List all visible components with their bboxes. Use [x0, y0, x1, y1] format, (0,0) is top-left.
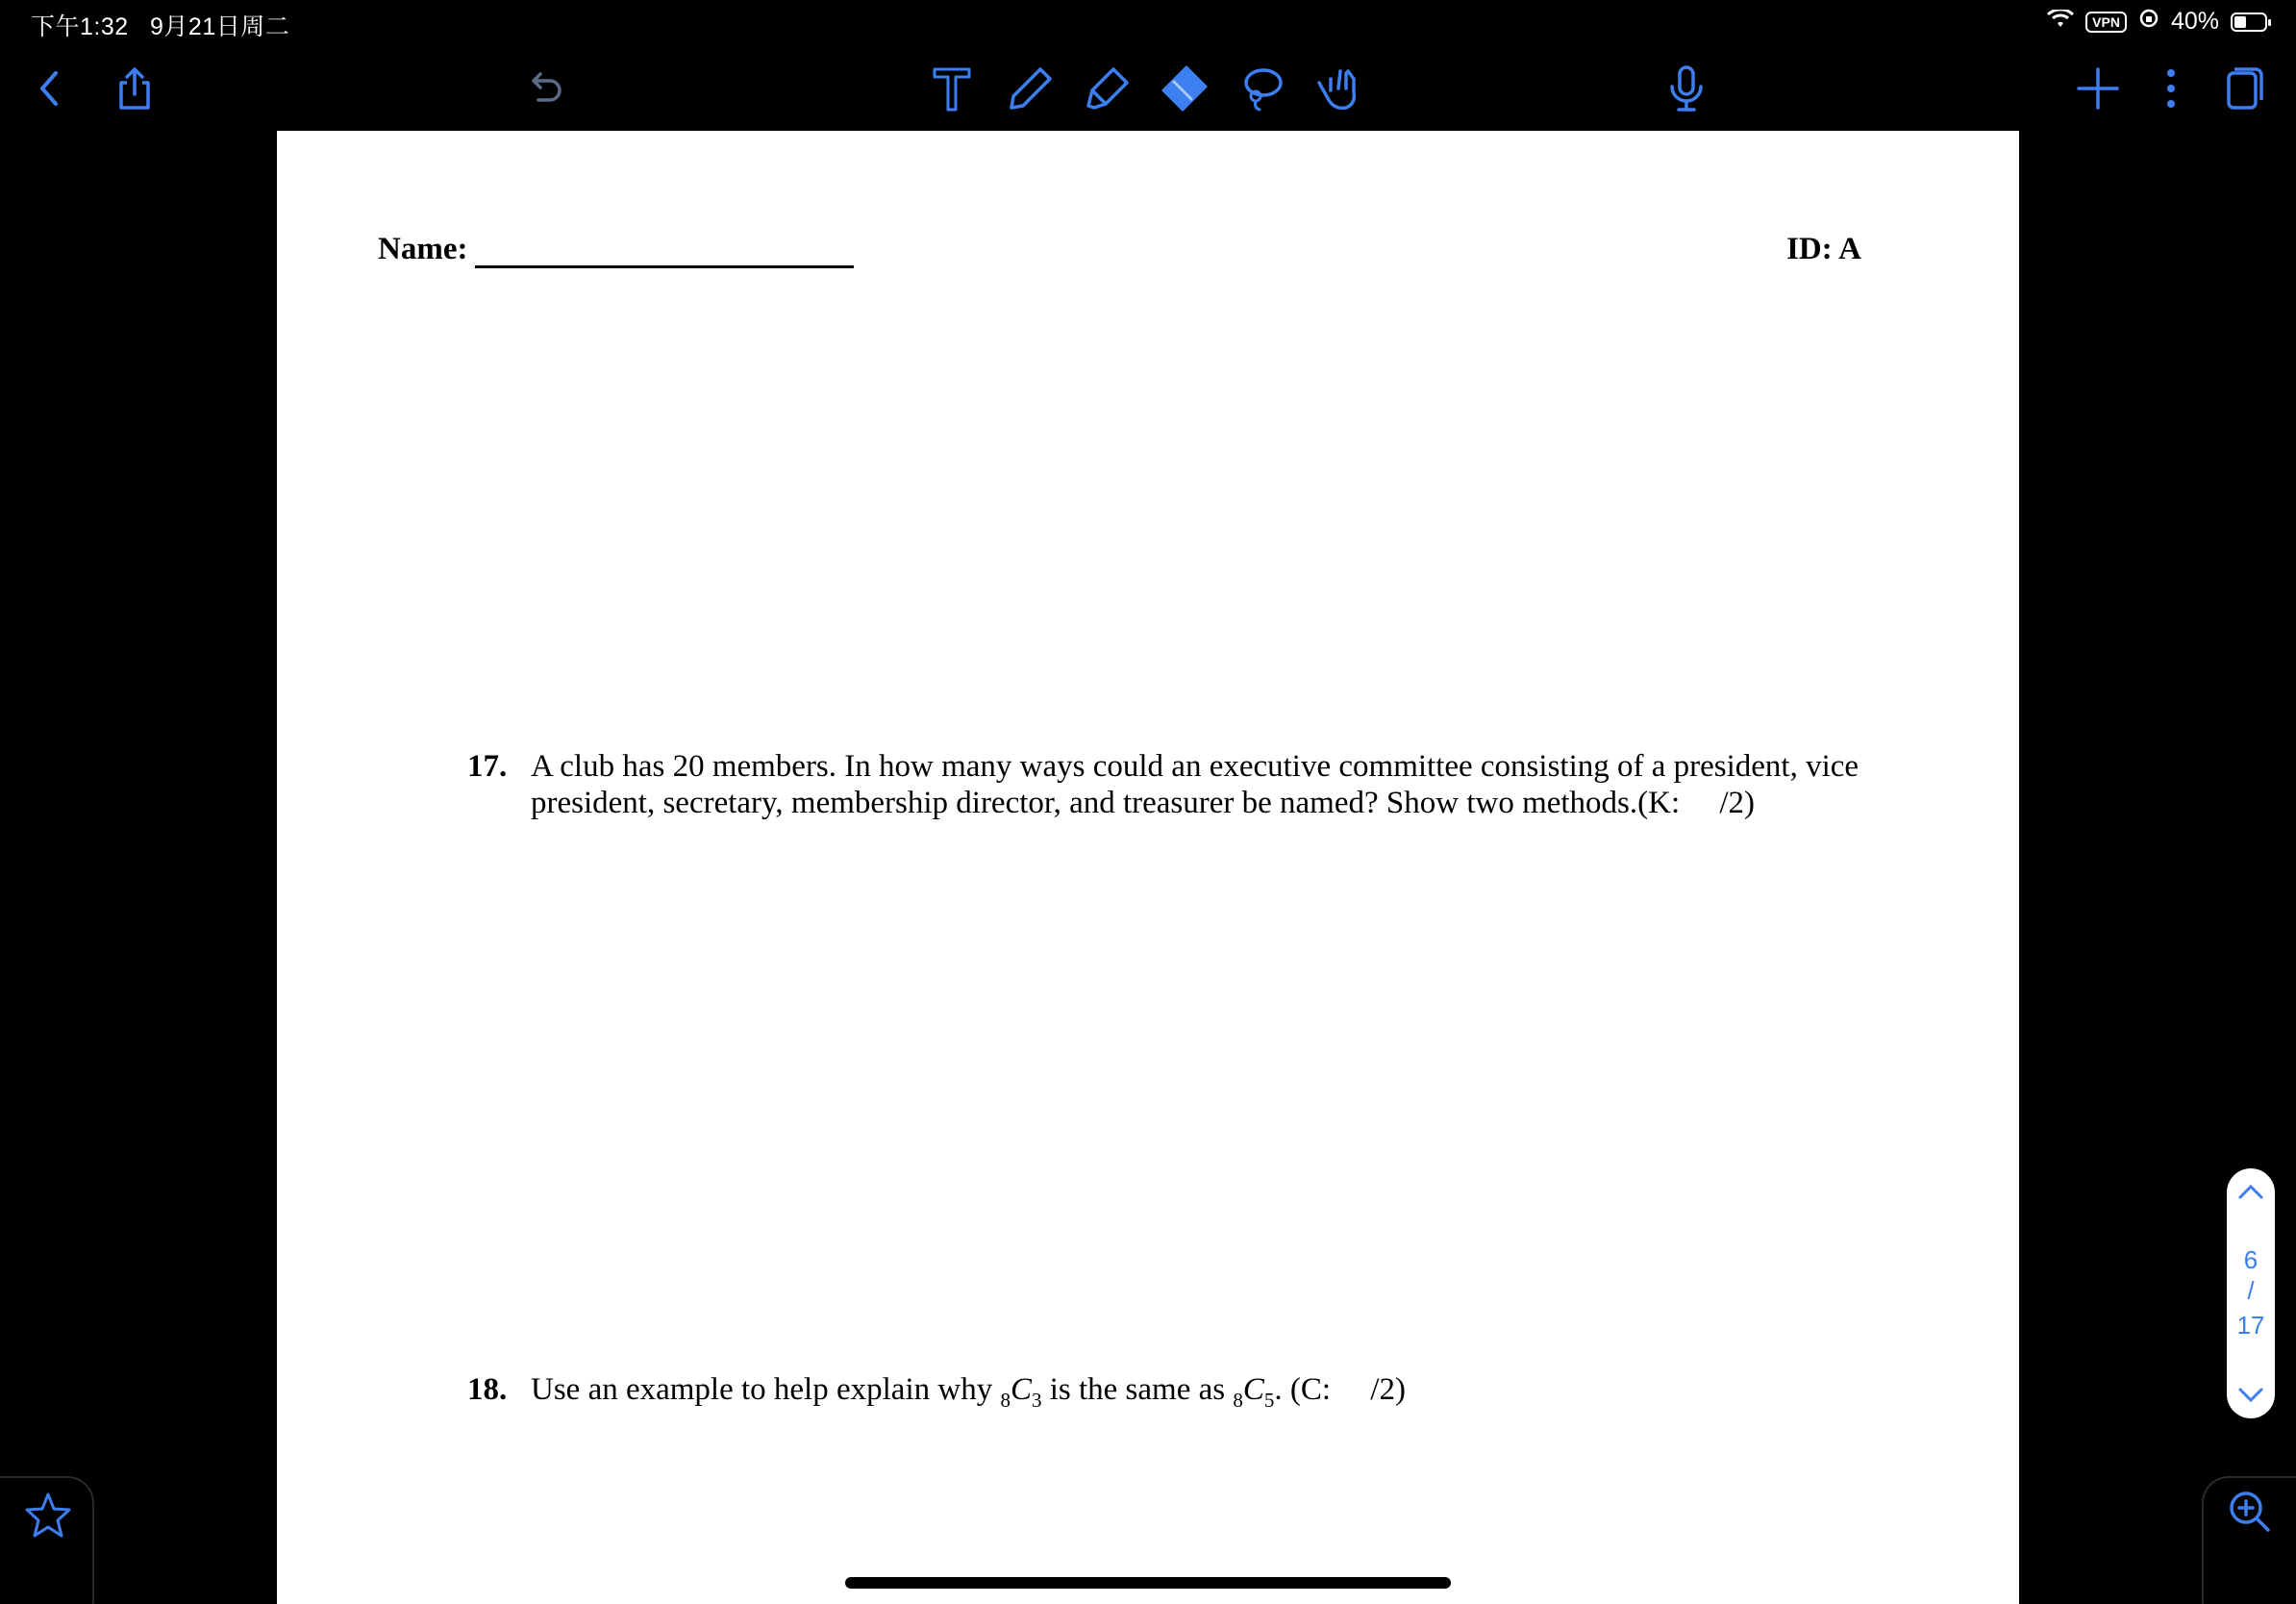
combination-n: 8	[1000, 1389, 1011, 1412]
previous-page-button[interactable]	[2227, 1172, 2275, 1211]
text-run: is the same as	[1041, 1372, 1234, 1407]
status-indicators	[2047, 8, 2267, 36]
microphone-icon[interactable]	[1652, 54, 1721, 123]
combination-r: 3	[1031, 1389, 1042, 1412]
name-label: Name:	[378, 232, 468, 266]
more-icon[interactable]	[2136, 54, 2206, 123]
clock: 下午1:32	[31, 13, 129, 40]
combination-n: 8	[1233, 1389, 1243, 1412]
text-run: . (C: /2)	[1274, 1372, 1406, 1407]
undo-icon[interactable]	[510, 54, 579, 123]
id-label: ID: A	[1786, 232, 1861, 266]
star-icon[interactable]	[13, 1481, 83, 1550]
pages-icon[interactable]	[2209, 54, 2279, 123]
pen-tool-icon[interactable]	[996, 54, 1065, 123]
combination-r: 5	[1263, 1389, 1275, 1412]
text-tool-icon[interactable]	[917, 54, 986, 123]
question-text	[531, 748, 1859, 821]
date: 9月21日周二	[150, 13, 290, 40]
hand-tool-icon[interactable]	[1302, 54, 1371, 123]
total-pages: 17	[2236, 1311, 2265, 1340]
text-run: Use an example to help explain why	[531, 1372, 1001, 1407]
lasso-tool-icon[interactable]	[1227, 54, 1296, 123]
add-icon[interactable]	[2063, 54, 2133, 123]
zoom-in-icon[interactable]	[2215, 1477, 2284, 1546]
battery-icon	[2231, 13, 2267, 32]
wifi-icon	[2047, 8, 2074, 36]
name-blank-line	[475, 265, 854, 268]
back-icon[interactable]	[15, 54, 85, 123]
question-line: A club has 20 members. In how many ways could an executive committee consisting of a president, vice	[531, 749, 1859, 784]
next-page-button[interactable]	[2227, 1376, 2275, 1415]
question-number: 17.	[467, 749, 508, 784]
question-line: president, secretary, membership director, and treasurer be named? Show two methods.(K: /2)	[531, 786, 1756, 820]
home-indicator[interactable]	[845, 1577, 1451, 1589]
chevron-down-icon	[2227, 1376, 2275, 1415]
combination-symbol: C	[1242, 1372, 1264, 1407]
vpn-badge: VPN	[2085, 12, 2127, 33]
question-number: 18.	[467, 1372, 508, 1407]
document-page[interactable]	[277, 131, 2019, 1604]
status-bar	[0, 0, 2296, 46]
battery-fill	[2234, 16, 2246, 28]
eraser-tool-icon[interactable]	[1150, 54, 1219, 123]
share-icon[interactable]	[100, 54, 169, 123]
combination-symbol: C	[1010, 1372, 1032, 1407]
page-separator: /	[2247, 1276, 2255, 1305]
question-text	[531, 1371, 1406, 1418]
current-page: 6	[2243, 1245, 2259, 1274]
highlighter-tool-icon[interactable]	[1073, 54, 1142, 123]
orientation-lock-icon	[2138, 8, 2159, 36]
battery-percent: 40%	[2170, 8, 2219, 35]
page-navigator	[2227, 1168, 2275, 1418]
chevron-up-icon	[2227, 1172, 2275, 1211]
status-time	[31, 8, 289, 42]
